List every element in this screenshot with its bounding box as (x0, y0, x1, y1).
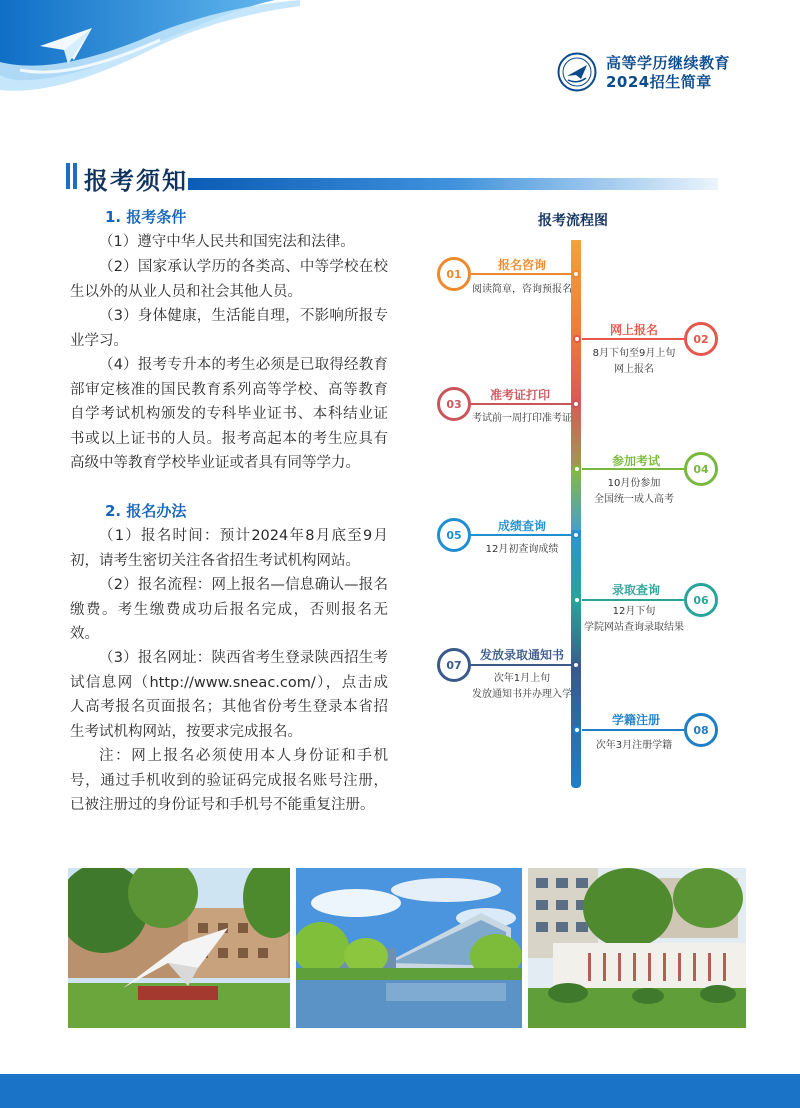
step-description: 10月份参加 全国统一成人高考 (594, 478, 674, 505)
method-item-3: （3）报名网址：陕西省考生登录陕西招生考试信息网（http://www.sneac.com/），点击成人高考报名页面报名；其他省份考生登录本省招生考试机构网站，按要求完成报名。 (70, 650, 388, 740)
flow-timeline-segment (571, 470, 581, 530)
flow-timeline-segment (571, 600, 581, 670)
timeline-dot (573, 596, 581, 604)
step-description: 12月初查询成绩 (485, 544, 559, 555)
step-connector (471, 664, 572, 666)
condition-item-2: （2）国家承认学历的各类高、中等学校在校生以外的从业人员和社会其他人员。 (70, 259, 388, 300)
campus-photo-sculpture (68, 868, 290, 1028)
step-connector (582, 729, 684, 731)
section-marker-bar (73, 163, 77, 189)
step-description: 次年3月注册学籍 (595, 740, 673, 751)
step-number-badge: 07 (437, 648, 471, 682)
step-number-badge: 02 (684, 322, 718, 356)
brochure-subtitle: 2024招生简章 (606, 73, 712, 91)
step-number-badge: 08 (684, 713, 718, 747)
section-marker-bar (66, 163, 70, 189)
step-title: 录取查询 (612, 583, 661, 597)
brochure-title: 高等学历继续教育 (606, 54, 731, 72)
step-connector (471, 534, 572, 536)
step-description: 阅读简章，咨询预报名 (472, 284, 572, 295)
step-description: 12月下旬 学院网站查询录取结果 (584, 606, 684, 633)
timeline-dot (572, 531, 580, 539)
methods-heading: 2. 报名办法 (105, 502, 187, 520)
step-number-badge: 04 (684, 452, 718, 486)
university-logo-icon (557, 52, 597, 92)
flowchart-title: 报考流程图 (538, 213, 608, 229)
step-connector (582, 599, 684, 601)
step-title: 成绩查询 (498, 519, 547, 533)
timeline-dot (572, 661, 580, 669)
step-connector (582, 338, 684, 340)
section-title-underline (188, 178, 718, 190)
step-description: 考试前一周打印准考证 (472, 413, 572, 424)
method-item-2: （2）报名流程：网上报名—信息确认—报名缴费。考生缴费成功后报名完成，否则报名无效。 (70, 577, 388, 642)
step-title: 学籍注册 (612, 713, 661, 727)
timeline-dot (572, 270, 580, 278)
footer-bar (0, 1074, 800, 1108)
step-number-badge: 01 (437, 257, 471, 291)
header-wave-decoration (0, 0, 300, 100)
step-connector (471, 273, 572, 275)
step-title: 发放录取通知书 (480, 648, 565, 662)
section-title: 报考须知 (84, 167, 188, 195)
step-title: 准考证打印 (490, 388, 551, 402)
flow-timeline-segment (571, 400, 581, 470)
condition-item-4: （4）报考专升本的考生必须是已取得经教育部审定核准的国民教育系列高等学校、高等教育自学考试机构颁发的专科毕业证书、本科结业证书或以上证书的人员。报考高起本的考生应具有高级中等教育学校毕业证或者具有同等学力。 (70, 357, 388, 471)
step-number-badge: 06 (684, 583, 718, 617)
step-title: 参加考试 (612, 454, 661, 468)
condition-item-1: （1）遵守中华人民共和国宪法和法律。 (99, 234, 355, 250)
timeline-dot (573, 335, 581, 343)
step-number-badge: 05 (437, 518, 471, 552)
registration-note: 注：网上报名必须使用本人身份证和手机号，通过手机收到的验证码完成报名账号注册，已被注册过的身份证号和手机号不能重复注册。 (70, 748, 388, 813)
timeline-dot (573, 726, 581, 734)
flow-timeline-segment (571, 240, 581, 330)
timeline-dot (572, 400, 580, 408)
step-description: 8月下旬至9月上旬 网上报名 (592, 348, 676, 375)
conditions-heading: 1. 报考条件 (105, 208, 187, 226)
step-description: 次年1月上旬 发放通知书并办理入学 (472, 673, 572, 700)
timeline-dot (573, 465, 581, 473)
flow-timeline-segment (571, 530, 581, 600)
step-connector (471, 403, 572, 405)
method-item-1: （1）报名时间：预计2024年8月底至9月初，请考生密切关注各省招生考试机构网站。 (70, 528, 388, 569)
step-number-badge: 03 (437, 387, 471, 421)
step-title: 报名咨询 (498, 258, 547, 272)
condition-item-3: （3）身体健康，生活能自理，不影响所报专业学习。 (70, 308, 388, 349)
step-title: 网上报名 (610, 323, 659, 337)
campus-photo-calligraphy-wall (528, 868, 746, 1028)
campus-photo-building (296, 868, 522, 1028)
